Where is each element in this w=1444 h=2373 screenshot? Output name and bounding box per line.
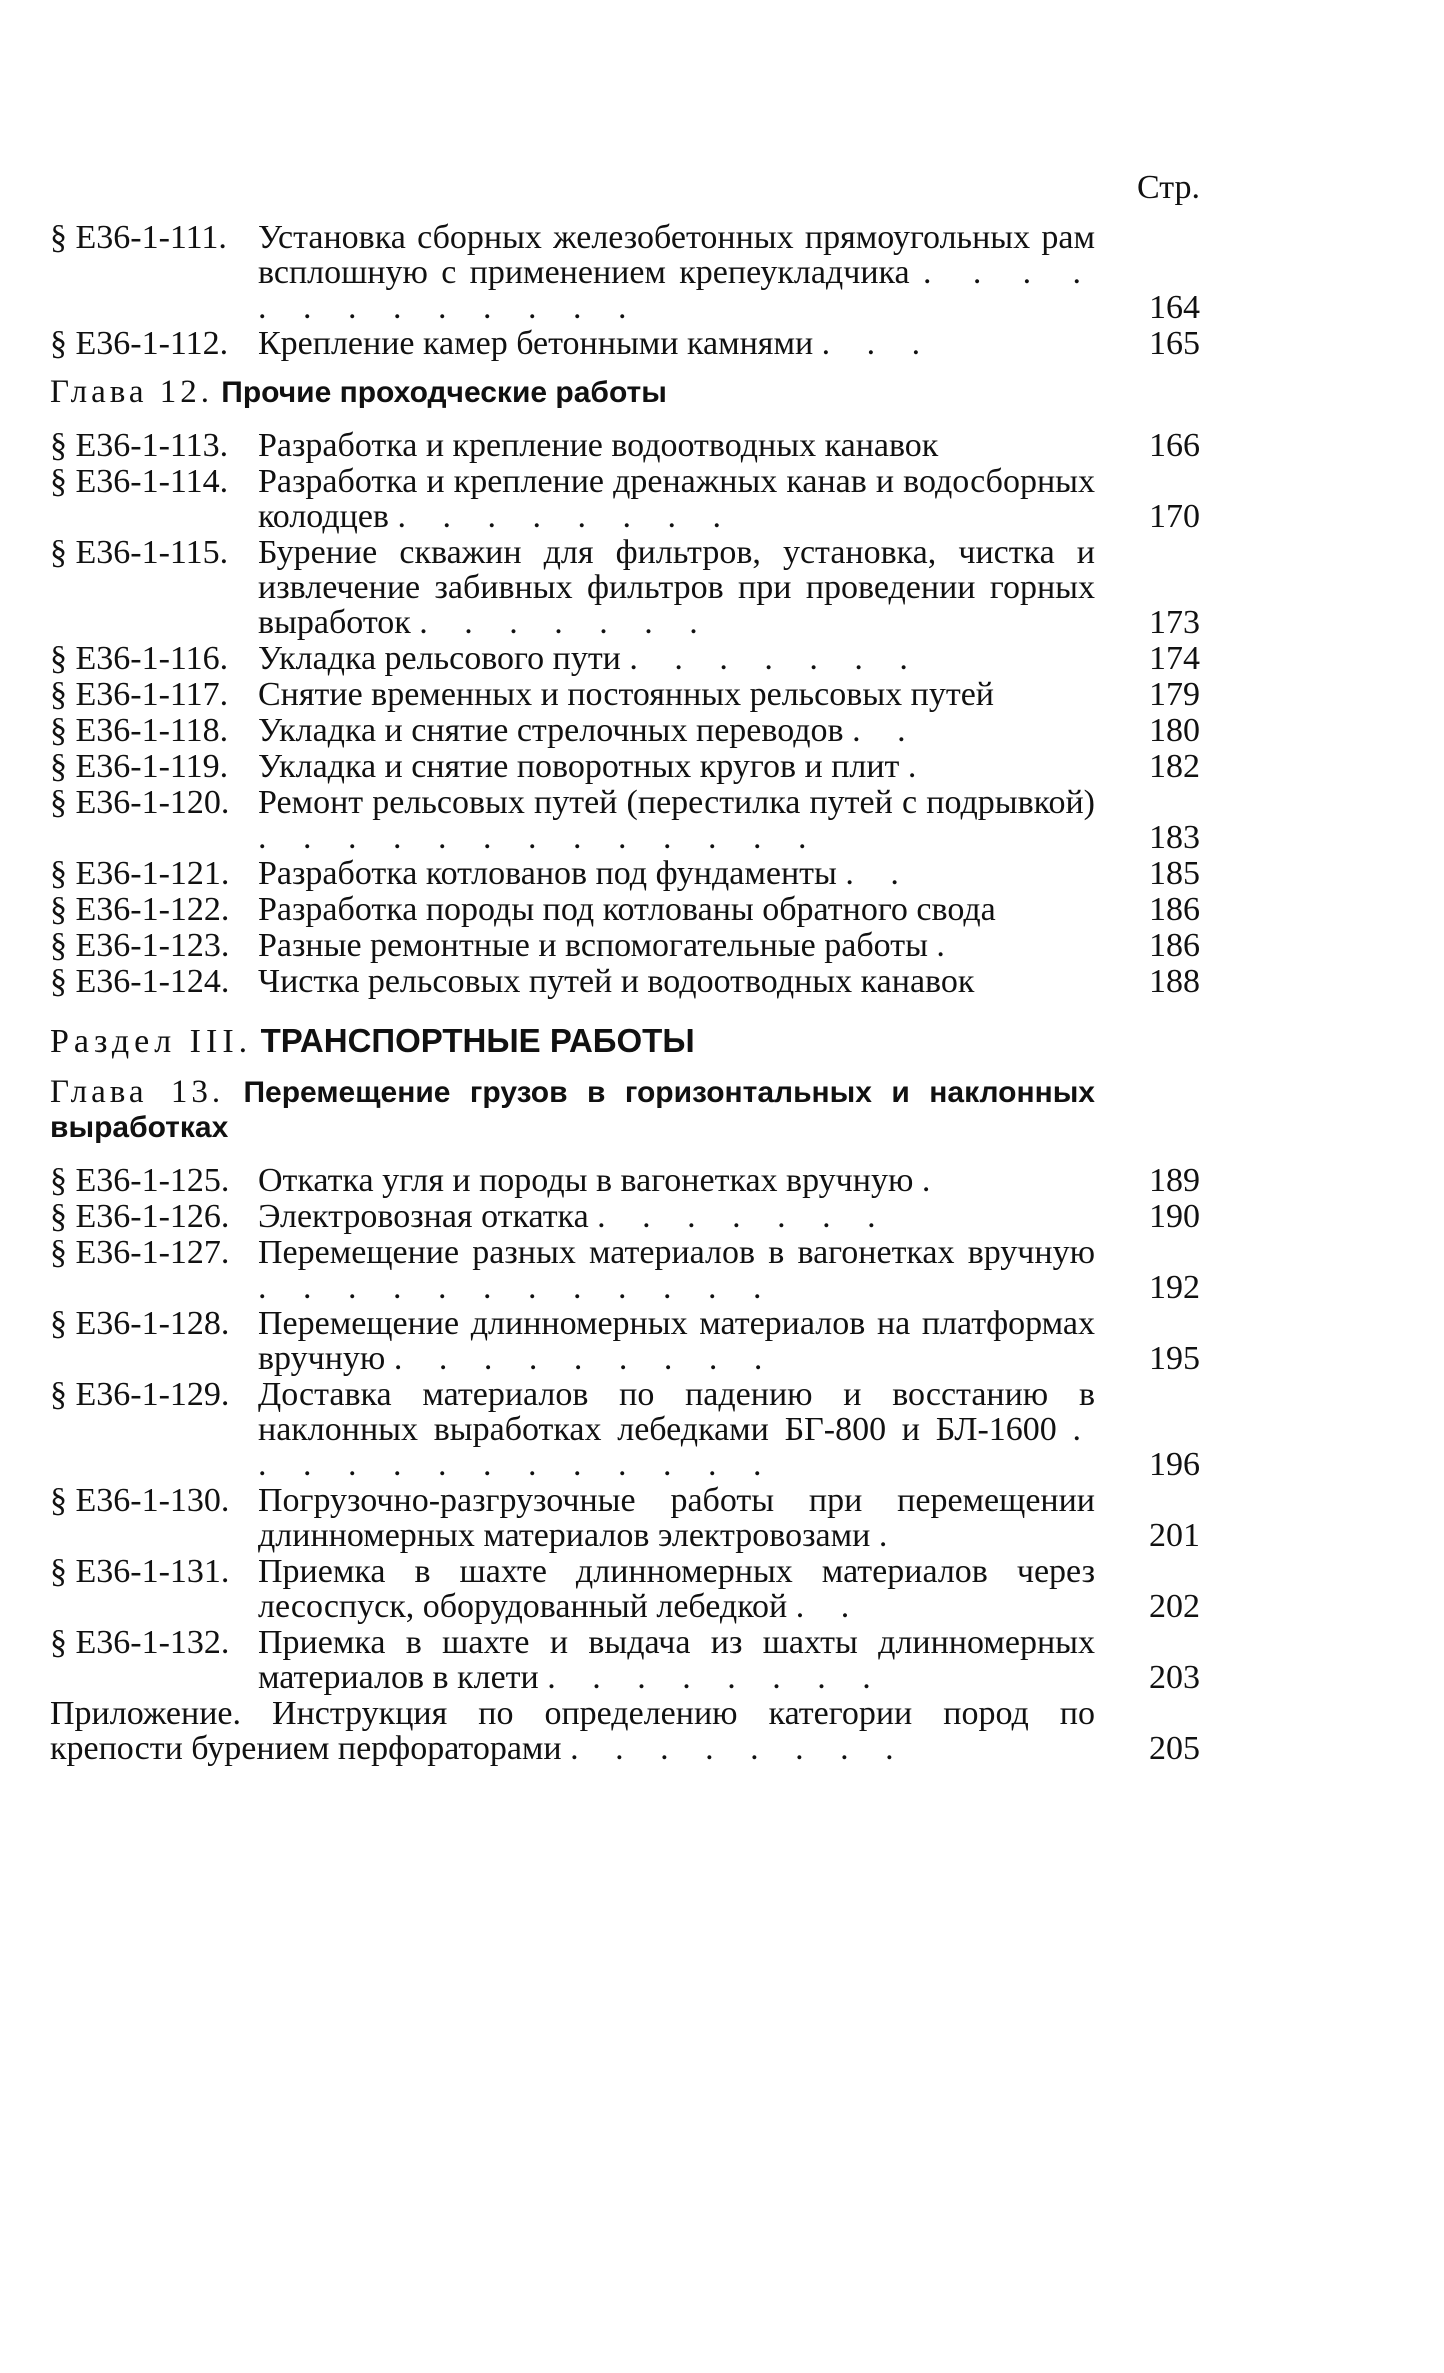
toc-entry-title-text: Электровозная откатка xyxy=(258,1198,589,1235)
toc-entry[interactable] xyxy=(50,326,1200,361)
toc-entry-title-text: Приемка в шахте длинномерных материалов через лесоспуск, оборудованный лебедкой xyxy=(258,1553,1095,1625)
toc-entry-title-text: Снятие временных и постоянных рельсовых путей xyxy=(258,676,994,713)
toc-entry[interactable] xyxy=(50,1625,1200,1695)
toc-entry[interactable] xyxy=(50,892,1200,927)
leader-dots: . . xyxy=(845,855,913,892)
toc-group-2 xyxy=(50,428,1200,999)
toc-entry[interactable] xyxy=(50,1199,1200,1234)
chapter-name: Перемещение грузов в горизонтальных и наклонных выработках xyxy=(50,1076,1095,1144)
toc-entry[interactable] xyxy=(50,1483,1200,1553)
leader-dots: . xyxy=(936,927,959,964)
leader-dots: . . . . . . . . xyxy=(570,1730,908,1767)
leader-dots: . . . . . . . . . . . . . xyxy=(258,819,821,856)
leader-dots: . . . . . . . . . xyxy=(393,1340,777,1377)
toc-entry[interactable] xyxy=(50,713,1200,748)
toc-entry-code: § Е36-1-114. xyxy=(50,463,229,500)
toc-entry-title-text: Откатка угля и породы в вагонетках вручную xyxy=(258,1162,914,1199)
leader-dots: . . . xyxy=(821,325,935,362)
toc-entry-code: § Е36-1-120. xyxy=(50,784,230,821)
leader-dots: . . xyxy=(852,712,920,749)
toc-entry-title xyxy=(258,428,1095,463)
toc-entry-title xyxy=(50,1696,1095,1766)
toc-entry-code: § Е36-1-126. xyxy=(50,1198,230,1235)
toc-entry-code: § Е36-1-129. xyxy=(50,1376,230,1413)
section-3-heading xyxy=(50,1023,1200,1059)
toc-page-number: 195 xyxy=(1149,1340,1200,1377)
toc-entry-title-text: Разработка породы под котлованы обратного свода xyxy=(258,891,996,928)
toc-entry[interactable] xyxy=(50,220,1200,325)
toc-entry-title xyxy=(258,964,1095,999)
toc-page-number: 186 xyxy=(1149,891,1200,928)
toc-entry-code: § Е36-1-119. xyxy=(50,748,229,785)
leader-dots: . . . . . . . xyxy=(419,604,712,641)
toc-group-3 xyxy=(50,1163,1200,1695)
toc-entry-title xyxy=(258,892,1095,927)
leader-dots: . . . . . . . . . . . . . xyxy=(258,1411,1095,1483)
toc-entry-title xyxy=(258,326,1095,361)
toc-entry-title-text: Доставка материалов по падению и восстанию в наклонных выработках лебедками БГ-800 и БЛ-1600 xyxy=(258,1376,1095,1448)
toc-entry-code: § Е36-1-132. xyxy=(50,1624,230,1661)
toc-entry[interactable] xyxy=(50,464,1200,534)
toc-entry[interactable] xyxy=(50,749,1200,784)
toc-entry[interactable] xyxy=(50,785,1200,855)
toc-entry-code: § Е36-1-130. xyxy=(50,1482,230,1519)
toc-page-number: 164 xyxy=(1149,289,1200,326)
leader-dots: . xyxy=(907,748,931,785)
chapter-name: Прочие проходческие работы xyxy=(221,376,667,409)
toc-page-number: 185 xyxy=(1149,855,1200,892)
toc-entry-title-text: Разработка и крепление водоотводных канавок xyxy=(258,427,939,464)
chapter-label: Глава 12. xyxy=(50,374,214,410)
toc-page-number: 180 xyxy=(1149,712,1200,749)
toc-entry-title-text: Погрузочно-разгрузочные работы при перемещении длинномерных материалов электровозами xyxy=(258,1482,1095,1554)
toc-entry-code: § Е36-1-113. xyxy=(50,427,229,464)
toc-page-number: 190 xyxy=(1149,1198,1200,1235)
toc-entry-title-text: Бурение скважин для фильтров, установка, чистка и извлечение забивных фильтров при проведении горных выработок xyxy=(258,534,1095,641)
toc-page-number: 196 xyxy=(1149,1446,1200,1483)
toc-entry-title xyxy=(258,535,1095,640)
toc-page-number: 183 xyxy=(1149,819,1200,856)
toc-entry-title xyxy=(258,1163,1095,1198)
toc-entry[interactable] xyxy=(50,1163,1200,1198)
toc-page-number: 189 xyxy=(1149,1162,1200,1199)
toc-entry-title-text: Крепление камер бетонными камнями xyxy=(258,325,814,362)
toc-entry[interactable] xyxy=(50,856,1200,891)
toc-entry-code: § Е36-1-117. xyxy=(50,676,229,713)
toc-entry-code: § Е36-1-131. xyxy=(50,1553,230,1590)
toc-entry-title xyxy=(258,1377,1095,1482)
toc-page-number: 201 xyxy=(1149,1517,1200,1554)
section-label: Раздел III. xyxy=(50,1023,253,1060)
leader-dots: . . . . . . . . . . . . xyxy=(258,1269,776,1306)
toc-page-number: 174 xyxy=(1149,640,1200,677)
toc-entry-title-text: Установка сборных железобетонных прямоугольных рам всплошную с применением крепеукладчика xyxy=(258,219,1095,291)
toc-entry-code: § Е36-1-128. xyxy=(50,1305,230,1342)
toc-page-number: 182 xyxy=(1149,748,1200,785)
toc-entry-title-text: Укладка и снятие поворотных кругов и плит xyxy=(258,748,900,785)
toc-page-number: 179 xyxy=(1149,676,1200,713)
chapter-13-heading xyxy=(50,1075,1095,1145)
toc-entry-title xyxy=(258,1554,1095,1624)
chapter-12-heading xyxy=(50,375,1200,410)
toc-entry[interactable] xyxy=(50,1306,1200,1376)
toc-group-1 xyxy=(50,220,1200,361)
toc-entry-code: § Е36-1-111. xyxy=(50,219,227,256)
toc-page-number: 192 xyxy=(1149,1269,1200,1306)
toc-entry-code: § Е36-1-118. xyxy=(50,712,229,749)
toc-entry-title-text: Чистка рельсовых путей и водоотводных канавок xyxy=(258,963,975,1000)
leader-dots: . . xyxy=(795,1588,864,1625)
toc-entry-code: § Е36-1-112. xyxy=(50,325,229,362)
toc-page-number: 170 xyxy=(1149,498,1200,535)
toc-page-number: 202 xyxy=(1149,1588,1200,1625)
toc-entry-code: § Е36-1-125. xyxy=(50,1162,230,1199)
toc-entry-title-text: Приемка в шахте и выдача из шахты длинномерных материалов в клети xyxy=(258,1624,1095,1696)
toc-entry[interactable] xyxy=(50,928,1200,963)
toc-entry-title-text: Перемещение длинномерных материалов на платформах вручную xyxy=(258,1305,1095,1377)
table-of-contents xyxy=(50,169,1200,1767)
toc-page-number: 166 xyxy=(1149,427,1200,464)
toc-entry-code: § Е36-1-121. xyxy=(50,855,230,892)
toc-entry-code: § Е36-1-116. xyxy=(50,640,229,677)
toc-entry-title xyxy=(258,1483,1095,1553)
toc-entry-title-text: Разработка и крепление дренажных канав и водосборных колодцев xyxy=(258,463,1095,535)
toc-entry-title xyxy=(258,713,1095,748)
toc-entry-title xyxy=(258,464,1095,534)
toc-entry-title-text: Укладка и снятие стрелочных переводов xyxy=(258,712,844,749)
appendix-title: Приложение. Инструкция по определению категории пород по крепости бурением перфораторами xyxy=(50,1695,1095,1767)
leader-dots: . . . . . . . . xyxy=(547,1659,885,1696)
toc-entry-title xyxy=(258,856,1095,891)
toc-entry-title-text: Перемещение разных материалов в вагонетках вручную xyxy=(258,1234,1095,1271)
toc-appendix-entry[interactable] xyxy=(50,1696,1200,1766)
page-column-label: Стр. xyxy=(1136,169,1200,206)
toc-entry[interactable] xyxy=(50,641,1200,676)
toc-entry[interactable] xyxy=(50,428,1200,463)
chapter-label: Глава 13. xyxy=(50,1074,225,1110)
leader-dots: . . . . . . . . . . . . . xyxy=(258,254,1096,326)
toc-page-number: 203 xyxy=(1149,1659,1200,1696)
toc-entry-title xyxy=(258,928,1095,963)
toc-entry-title xyxy=(258,677,1095,712)
toc-page-number: 173 xyxy=(1149,604,1200,641)
leader-dots: . xyxy=(921,1162,945,1199)
toc-entry-code: § Е36-1-115. xyxy=(50,534,229,571)
toc-page-number: 188 xyxy=(1149,963,1200,1000)
toc-entry[interactable] xyxy=(50,1554,1200,1624)
toc-entry-title xyxy=(258,1235,1095,1305)
section-name: ТРАНСПОРТНЫЕ РАБОТЫ xyxy=(260,1022,695,1059)
toc-page-number: 205 xyxy=(1149,1730,1200,1767)
toc-entry-title-text: Укладка рельсового пути xyxy=(258,640,621,677)
leader-dots: . . . . . . . xyxy=(629,640,922,677)
toc-entry-title-text: Разные ремонтные и вспомогательные работы xyxy=(258,927,928,964)
leader-dots: . . . . . . . xyxy=(597,1198,890,1235)
toc-entry-title xyxy=(258,785,1095,855)
toc-entry[interactable] xyxy=(50,677,1200,712)
toc-entry-title xyxy=(258,641,1095,676)
toc-entry-title-text: Разработка котлованов под фундаменты xyxy=(258,855,837,892)
toc-entry[interactable] xyxy=(50,964,1200,999)
leader-dots: . . . . . . . . xyxy=(397,498,735,535)
toc-page-number: 186 xyxy=(1149,927,1200,964)
leader-dots: . xyxy=(878,1517,902,1554)
toc-entry-title xyxy=(258,749,1095,784)
toc-entry-title xyxy=(258,220,1095,325)
toc-entry[interactable] xyxy=(50,535,1200,640)
toc-entry-code: § Е36-1-122. xyxy=(50,891,230,928)
toc-entry-code: § Е36-1-123. xyxy=(50,927,230,964)
toc-page-number: 165 xyxy=(1149,325,1200,362)
toc-entry-title xyxy=(258,1306,1095,1376)
toc-entry-title xyxy=(258,1199,1095,1234)
toc-entry-title-text: Ремонт рельсовых путей (перестилка путей с подрывкой) xyxy=(258,784,1095,821)
toc-entry[interactable] xyxy=(50,1377,1200,1482)
toc-entry-code: § Е36-1-124. xyxy=(50,963,230,1000)
toc-entry-title xyxy=(258,1625,1095,1695)
toc-entry[interactable] xyxy=(50,1235,1200,1305)
toc-entry-code: § Е36-1-127. xyxy=(50,1234,230,1271)
